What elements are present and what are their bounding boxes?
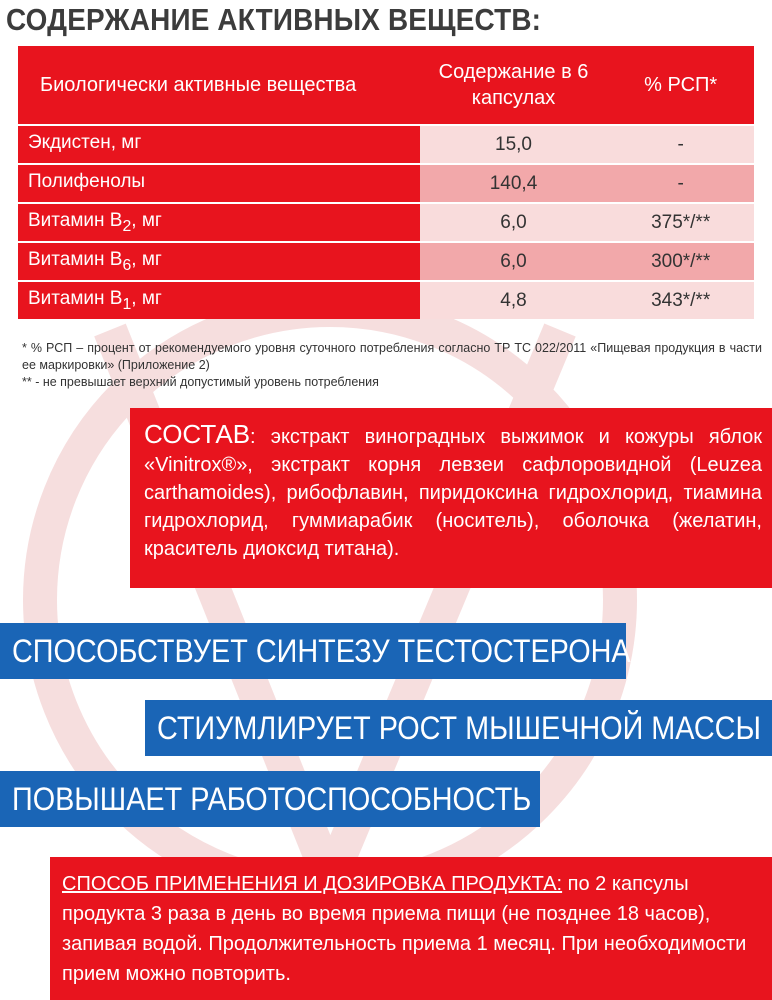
header-amount: Содержание в 6 капсулах bbox=[420, 46, 608, 124]
header-substance: Биологически активные вещества bbox=[18, 46, 420, 124]
table-row bbox=[18, 165, 754, 202]
substance-amount: 140,4 bbox=[420, 165, 608, 202]
substance-subscript: 1 bbox=[122, 295, 132, 313]
substance-rsp: 375*/** bbox=[607, 204, 754, 241]
substance-unit: , мг bbox=[131, 209, 162, 231]
table-row bbox=[18, 243, 754, 280]
composition-heading: СОСТАВ bbox=[144, 419, 251, 449]
usage-heading: СПОСОБ ПРИМЕНЕНИЯ И ДОЗИРОВКА ПРОДУКТА: bbox=[62, 873, 563, 895]
substance-rsp: - bbox=[607, 165, 754, 202]
footnote-upper-limit: ** - не превышает верхний допустимый уровень потребления bbox=[22, 375, 379, 389]
substance-name bbox=[18, 165, 420, 202]
table-row bbox=[18, 126, 754, 163]
table-row bbox=[18, 282, 754, 319]
substance-amount: 4,8 bbox=[420, 282, 608, 319]
substance-amount: 15,0 bbox=[420, 126, 608, 163]
usage-text: по 2 капсулы продукта 3 раза в день во время приема пищи (не позднее 18 часов), запивая водой. Продолжительность приема 1 месяц. При необходимости прием можно повторить. bbox=[62, 873, 747, 985]
substance-amount: 6,0 bbox=[420, 204, 608, 241]
substance-label: Экдистен, мг bbox=[28, 131, 142, 153]
substance-rsp: 300*/** bbox=[607, 243, 754, 280]
benefit-banner-performance bbox=[0, 771, 540, 827]
usage-box bbox=[50, 857, 772, 1000]
substance-subscript: 6 bbox=[122, 256, 132, 274]
benefit-banner-testosterone bbox=[0, 623, 631, 679]
substance-name bbox=[18, 126, 420, 163]
substance-label: Полифенолы bbox=[28, 170, 146, 192]
benefit-text: СПОСОБСТВУЕТ СИНТЕЗУ ТЕСТОСТЕРОНА bbox=[12, 633, 631, 669]
header-rsp: % РСП* bbox=[607, 46, 754, 124]
footnote-rsp: * % РСП – процент от рекомендуемого уровня суточного потребления согласно ТР ТС 022/2011 «Пищевая продукция в части ее маркировки» (Приложение 2) bbox=[22, 341, 762, 372]
substance-label: Витамин В bbox=[28, 248, 123, 270]
table-row bbox=[18, 204, 754, 241]
substance-label: Витамин В bbox=[28, 287, 123, 309]
page-title: СОДЕРЖАНИЕ АКТИВНЫХ ВЕЩЕСТВ: bbox=[6, 2, 542, 37]
substance-amount: 6,0 bbox=[420, 243, 608, 280]
substance-name bbox=[18, 243, 420, 280]
substance-rsp: 343*/** bbox=[607, 282, 754, 319]
footnotes bbox=[22, 340, 762, 391]
substance-rsp: - bbox=[607, 126, 754, 163]
substance-name bbox=[18, 282, 420, 319]
substance-unit: , мг bbox=[131, 287, 162, 309]
benefit-banner-muscle bbox=[145, 700, 772, 756]
composition-box bbox=[130, 408, 772, 588]
nutrients-table bbox=[18, 44, 754, 321]
benefit-text: ПОВЫШАЕТ РАБОТОСПОСОБНОСТЬ bbox=[12, 781, 532, 817]
substance-label: Витамин В bbox=[28, 209, 123, 231]
substance-name bbox=[18, 204, 420, 241]
composition-text: : экстракт виноградных выжимок и кожуры яблок «Vinitrox®», экстракт корня левзеи сафлоровидной (Leuzea carthamoides), рибофлавин, пиридоксина гидрохлорид, тиамина гидрохлорид, гуммиарабик (носитель), оболочка (желатин, краситель диоксид титана). bbox=[144, 426, 762, 560]
substance-unit: , мг bbox=[131, 248, 162, 270]
benefit-text: СТИУМЛИРУЕТ РОСТ МЫШЕЧНОЙ МАССЫ bbox=[157, 710, 761, 746]
table-header-row bbox=[18, 46, 754, 124]
substance-subscript: 2 bbox=[122, 217, 132, 235]
